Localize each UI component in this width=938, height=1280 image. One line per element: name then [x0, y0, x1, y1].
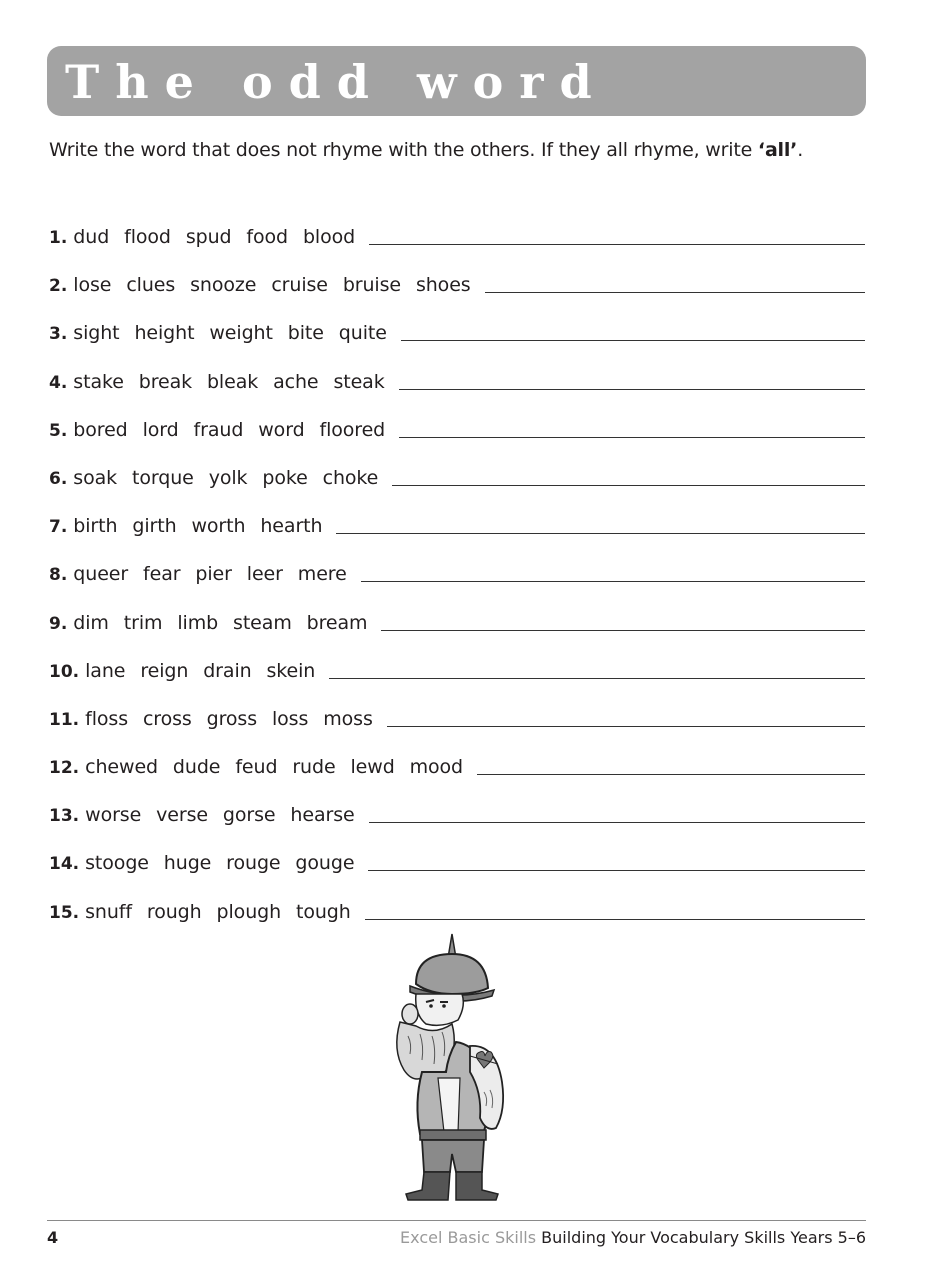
- question-number: 4.: [49, 372, 68, 393]
- page-title: The odd word: [65, 55, 608, 109]
- question-row: [49, 461, 865, 509]
- answer-line[interactable]: [369, 822, 865, 823]
- instructions-end: .: [797, 139, 804, 161]
- question-row: [49, 606, 865, 654]
- answer-line[interactable]: [369, 244, 865, 245]
- footer-divider: [47, 1220, 866, 1221]
- question-number: 11.: [49, 709, 80, 730]
- answer-line[interactable]: [399, 389, 865, 390]
- answer-line[interactable]: [329, 678, 865, 679]
- question-number: 8.: [49, 565, 68, 586]
- answer-line[interactable]: [361, 581, 865, 582]
- question-words: dim trim limb steam bream: [73, 611, 368, 634]
- question-words: dud flood spud food blood: [73, 226, 356, 248]
- question-number: 3.: [49, 324, 68, 345]
- question-words: bored lord fraud word floored: [73, 418, 386, 441]
- question-number: 15.: [49, 902, 80, 923]
- question-number: 12.: [49, 758, 80, 779]
- title-banner: [47, 46, 866, 116]
- question-words: snuff rough plough tough: [85, 900, 351, 923]
- question-words: queer fear pier leer mere: [73, 563, 347, 586]
- question-number: 6.: [49, 468, 68, 489]
- question-row: [49, 509, 865, 557]
- answer-line[interactable]: [399, 437, 865, 438]
- question-row: [49, 316, 865, 364]
- footer-series: Excel Basic Skills: [400, 1228, 537, 1247]
- cartoon-soldier-icon: [386, 932, 522, 1202]
- answer-line[interactable]: [485, 292, 865, 293]
- question-number: 7.: [49, 517, 68, 538]
- question-list: [49, 220, 865, 943]
- instructions: [49, 137, 869, 163]
- question-number: 5.: [49, 420, 68, 441]
- question-row: [49, 798, 865, 846]
- footer-book-title: Building Your Vocabulary Skills Years 5–6: [541, 1228, 866, 1247]
- question-row: [49, 365, 865, 413]
- question-number: 14.: [49, 854, 80, 875]
- question-words: sight height weight bite quite: [73, 322, 387, 345]
- question-words: chewed dude feud rude lewd mood: [85, 756, 464, 779]
- question-row: [49, 846, 865, 894]
- question-row: [49, 654, 865, 702]
- answer-line[interactable]: [387, 726, 865, 727]
- question-number: 13.: [49, 806, 80, 827]
- page-number: 4: [47, 1228, 59, 1247]
- answer-line[interactable]: [477, 774, 865, 775]
- question-row: [49, 702, 865, 750]
- question-words: stake break bleak ache steak: [73, 370, 385, 393]
- answer-line[interactable]: [381, 630, 865, 631]
- question-row: [49, 268, 865, 316]
- footer-credit: [400, 1228, 866, 1247]
- answer-line[interactable]: [401, 340, 865, 341]
- question-words: birth girth worth hearth: [73, 515, 323, 538]
- question-number: 10.: [49, 661, 80, 682]
- question-number: 1.: [49, 228, 68, 248]
- question-words: floss cross gross loss moss: [85, 707, 373, 730]
- question-row: [49, 750, 865, 798]
- instructions-text: Write the word that does not rhyme with the others. If they all rhyme, write: [49, 139, 758, 161]
- question-words: lose clues snooze cruise bruise shoes: [73, 274, 471, 297]
- question-number: 2.: [49, 276, 68, 297]
- question-words: worse verse gorse hearse: [85, 804, 355, 827]
- question-row: [49, 413, 865, 461]
- answer-line[interactable]: [336, 533, 865, 534]
- answer-line[interactable]: [365, 919, 865, 920]
- question-row: [49, 220, 865, 268]
- question-number: 9.: [49, 613, 68, 634]
- question-words: lane reign drain skein: [85, 659, 316, 682]
- question-words: stooge huge rouge gouge: [85, 852, 355, 875]
- question-row: [49, 557, 865, 605]
- answer-line[interactable]: [368, 870, 865, 871]
- instructions-emphasis: ‘all’: [757, 139, 798, 161]
- question-words: soak torque yolk poke choke: [73, 466, 379, 489]
- answer-line[interactable]: [392, 485, 865, 486]
